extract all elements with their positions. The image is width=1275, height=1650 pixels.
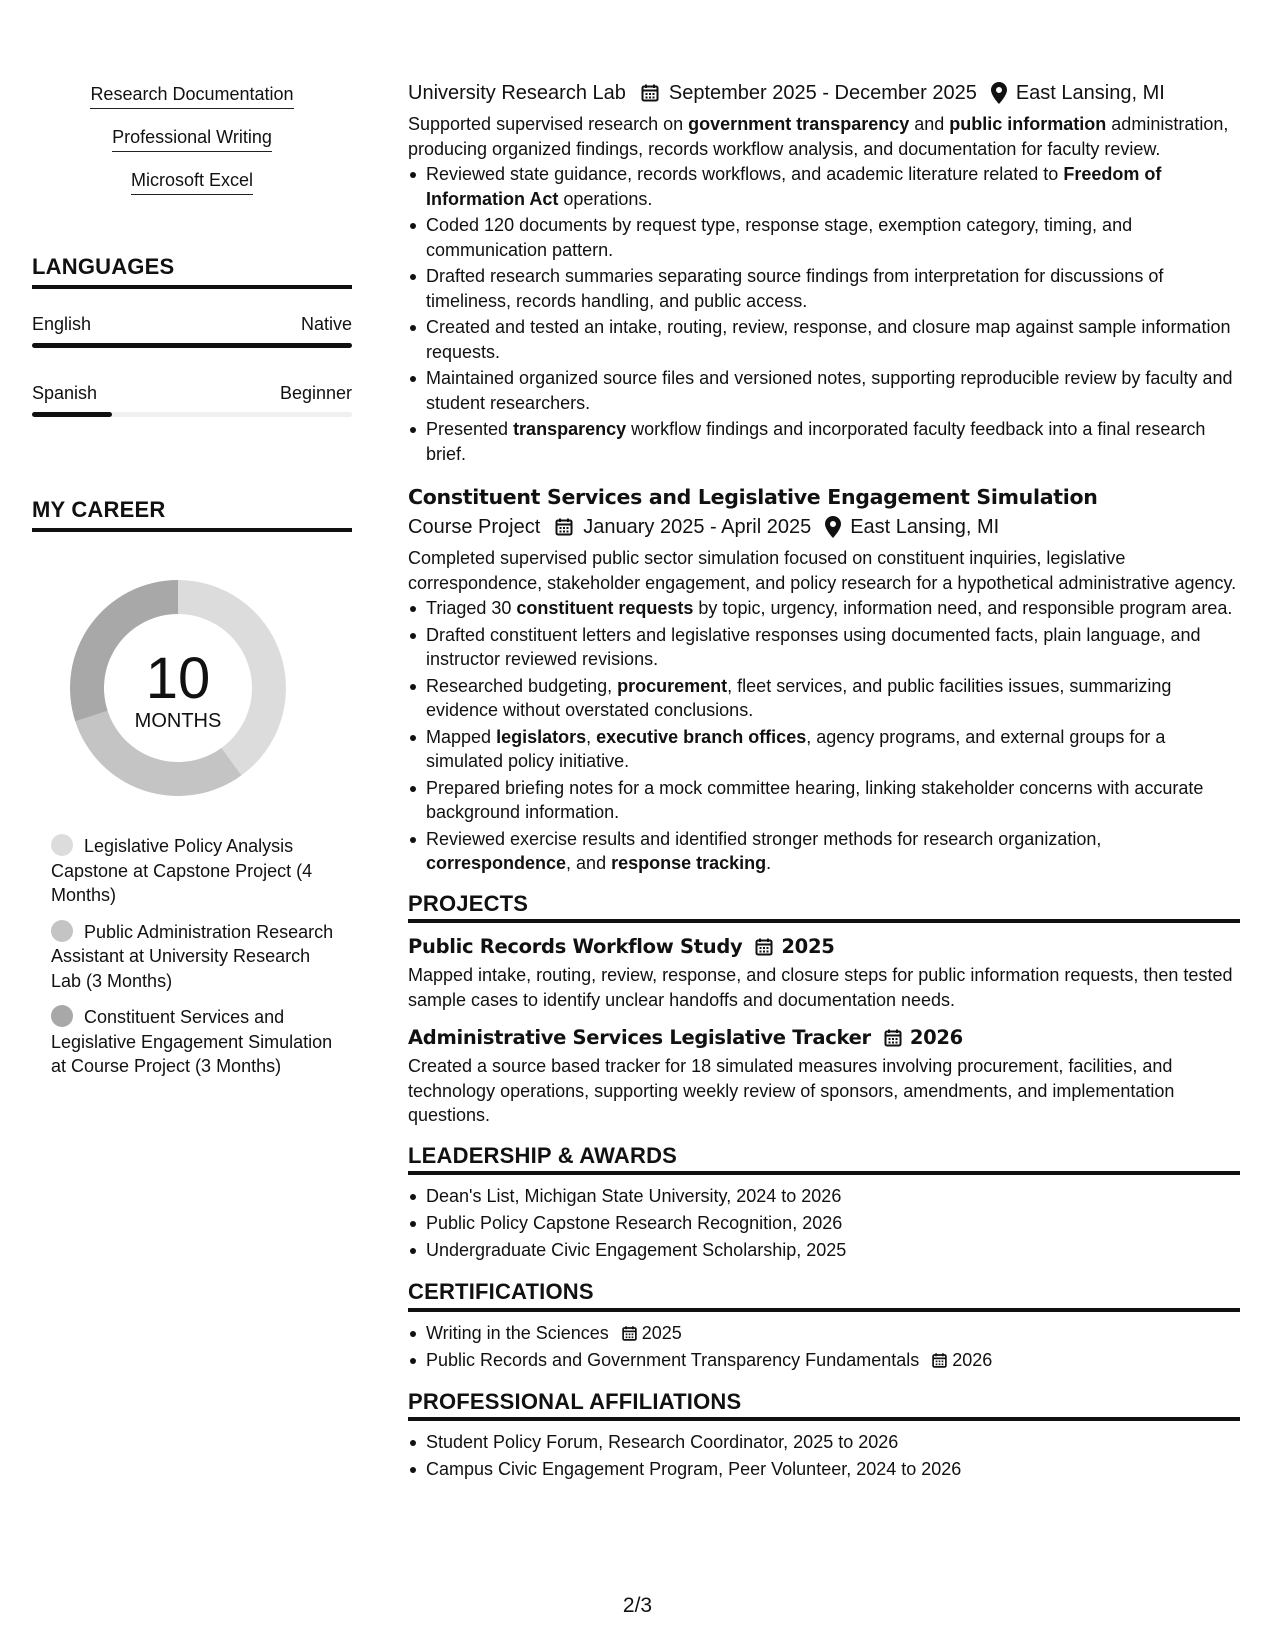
career-legend-item [51,920,341,994]
legend-dot-icon [51,920,73,942]
experience-bullet: Triaged 30 constituent requests by topic, urgency, information need, and responsible program area. [408,596,1240,621]
experience-location: East Lansing, MI [1015,82,1165,104]
project-title: Public Records Workflow Study [408,935,743,958]
language-level: Native [300,314,352,334]
certification-item [408,1347,1240,1374]
leadership-section [408,1144,1240,1265]
legend-dot-icon [51,1005,73,1027]
affiliation-item: Campus Civic Engagement Program, Peer Volunteer, 2024 to 2026 [408,1456,1240,1483]
emphasis-text: Freedom of Information Act [426,164,1162,209]
experience-bullet: Reviewed exercise results and identified stronger methods for research organization, correspondence, and response tracking. [408,827,1240,876]
projects-section [408,892,1240,1128]
project-title-row [408,1024,1240,1052]
skill-item: Microsoft Excel [131,168,253,195]
experience-bullet: Researched budgeting, procurement, fleet services, and public facilities issues, summarizing evidence without overstated conclusions. [408,674,1240,723]
calendar-icon [554,517,574,537]
experience-company: University Research Lab [408,82,626,104]
experience-company: Course Project [408,516,541,538]
calendar-icon [883,1028,903,1048]
section-heading: PROFESSIONAL AFFILIATIONS [408,1390,1240,1422]
certification-item [408,1320,1240,1347]
experience-entry [408,482,1240,876]
language-row [32,313,352,348]
certifications-list [408,1320,1240,1374]
emphasis-text: response tracking [611,853,767,873]
experience-location: East Lansing, MI [850,516,1000,538]
certification-name: Public Records and Government Transparency Fundamentals [426,1349,920,1370]
project-title-row [408,933,1240,961]
language-name: English [32,314,92,334]
career-total-unit: MONTHS [134,710,222,732]
language-proficiency-bar [32,343,352,348]
calendar-icon [754,937,774,957]
leadership-item: Dean's List, Michigan State University, 2024 to 2026 [408,1183,1240,1210]
affiliations-section [408,1390,1240,1484]
language-name: Spanish [32,383,98,403]
experience-dates: September 2025 - December 2025 [668,82,977,104]
experience-bullets [408,596,1240,876]
certification-year: 2025 [641,1322,682,1343]
languages-heading: LANGUAGES [32,254,352,289]
skills-list [32,82,352,211]
experience-bullet: Drafted research summaries separating source findings from interpretation for discussions of timeliness, records handling, and public access. [408,264,1240,313]
emphasis-text: executive branch offices [596,726,807,747]
career-legend-text: Constituent Services and Legislative Engagement Simulation at Course Project (3 Months) [51,1007,333,1076]
experience-bullets [408,162,1240,466]
project-year: 2026 [909,1026,963,1049]
experience-bullet: Created and tested an intake, routing, review, response, and closure map against sample information requests. [408,315,1240,364]
calendar-icon [621,1325,638,1342]
language-proficiency-fill [32,343,352,348]
calendar-icon [931,1352,948,1369]
certification-name: Writing in the Sciences [426,1322,609,1343]
project-year: 2025 [781,935,835,958]
section-heading: PROJECTS [408,892,1240,924]
experience-description: Supported supervised research on government transparency and public information administration, producing organized findings, records workflow analysis, and documentation for faculty review. [408,114,1229,159]
experience-dates: January 2025 - April 2025 [583,516,812,538]
legend-dot-icon [51,834,73,856]
experience-meta [408,78,1240,108]
career-total-value: 10 [145,646,211,711]
experience-bullet: Coded 120 documents by request type, response stage, exemption category, timing, and communication pattern. [408,213,1240,262]
experience-entry [408,78,1240,466]
emphasis-text: government transparency [688,114,910,134]
section-heading: CERTIFICATIONS [408,1280,1240,1312]
skill-item: Research Documentation [90,82,293,109]
language-proficiency-bar [32,412,352,417]
career-donut-chart [66,576,290,800]
skill-item: Professional Writing [112,125,272,152]
leadership-item: Public Policy Capstone Research Recognition, 2026 [408,1210,1240,1237]
calendar-icon [640,83,660,103]
experience-description: Completed supervised public sector simulation focused on constituent inquiries, legislative correspondence, stakeholder engagement, and policy research for a hypothetical administrative agency. [408,548,1237,593]
experience-bullet: Reviewed state guidance, records workflows, and academic literature related to Freedom of Information Act operations. [408,162,1240,211]
language-row [32,382,352,417]
experience-bullet: Drafted constituent letters and legislative responses using documented facts, plain language, and instructor reviewed revisions. [408,623,1240,672]
project-description: Mapped intake, routing, review, response, and closure steps for public information requests, then tested sample cases to identify unclear handoffs and documentation needs. [408,965,1233,1010]
career-legend-item [51,1005,341,1079]
main-content [408,78,1240,1483]
experience-bullet: Presented transparency workflow findings and incorporated faculty feedback into a final research brief. [408,417,1240,466]
experience-bullet: Prepared briefing notes for a mock committee hearing, linking stakeholder concerns with accurate background information. [408,776,1240,825]
affiliations-list [408,1429,1240,1483]
emphasis-text: procurement [617,675,728,696]
career-legend-text: Public Administration Research Assistant at University Research Lab (3 Months) [51,921,334,991]
leadership-list [408,1183,1240,1264]
career-legend-item [51,834,341,908]
emphasis-text: transparency [513,419,627,439]
career-heading: MY CAREER [32,497,352,532]
page-number: 2/3 [622,1594,653,1617]
emphasis-text: legislators [496,726,587,747]
leadership-item: Undergraduate Civic Engagement Scholarship, 2025 [408,1237,1240,1264]
section-heading: LEADERSHIP & AWARDS [408,1144,1240,1176]
map-pin-icon [991,82,1007,104]
certification-year: 2026 [952,1349,993,1370]
experience-bullet: Maintained organized source files and versioned notes, supporting reproducible review by faculty and student researchers. [408,366,1240,415]
project-title: Administrative Services Legislative Tracker [408,1026,871,1049]
project-description: Created a source based tracker for 18 simulated measures involving procurement, facilities, and technology operations, supporting weekly review of sponsors, amendments, and implementation questions. [408,1056,1175,1125]
certifications-section [408,1280,1240,1374]
emphasis-text: constituent requests [516,598,694,618]
language-proficiency-fill [32,412,112,417]
emphasis-text: public information [949,114,1107,134]
career-legend [51,834,341,1091]
experience-bullet: Mapped legislators, executive branch offices, agency programs, and external groups for a simulated policy initiative. [408,725,1240,774]
language-level: Beginner [279,383,352,403]
experience-meta [408,512,1240,542]
affiliation-item: Student Policy Forum, Research Coordinator, 2025 to 2026 [408,1429,1240,1456]
career-legend-text: Legislative Policy Analysis Capstone at Capstone Project (4 Months) [51,836,313,905]
emphasis-text: correspondence [426,853,567,873]
map-pin-icon [825,516,841,538]
experience-title: Constituent Services and Legislative Engagement Simulation [408,485,1098,509]
